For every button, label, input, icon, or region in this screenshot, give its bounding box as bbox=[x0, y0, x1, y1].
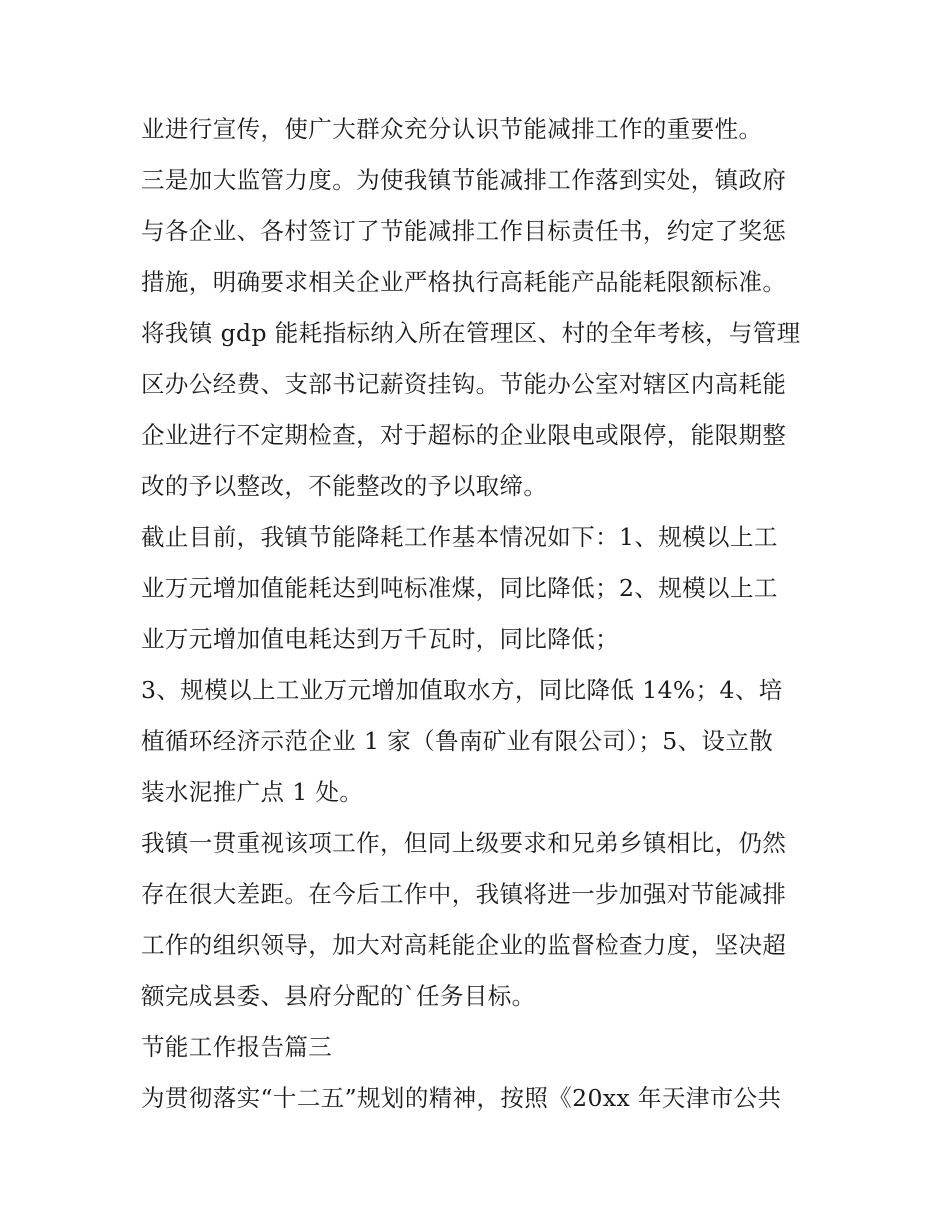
text-line: 3、规模以上工业万元增加值取水方，同比降低 14%；4、培 bbox=[141, 676, 783, 704]
text-line: 与各企业、各村签订了节能减排工作目标责任书，约定了奖惩 bbox=[141, 217, 787, 245]
section-heading: 节能工作报告篇三 bbox=[141, 1033, 333, 1061]
text-line: 三是加大监管力度。为使我镇节能减排工作落到实处，镇政府 bbox=[141, 166, 787, 194]
text-line: 区办公经费、支部书记薪资挂钩。节能办公室对辖区内高耗能 bbox=[141, 370, 787, 398]
text-line: 我镇一贯重视该项工作，但同上级要求和兄弟乡镇相比，仍然 bbox=[141, 829, 787, 857]
text-line: 为贯彻落实“十二五”规划的精神，按照《20xx 年天津市公共 bbox=[141, 1084, 782, 1112]
text-line: 工作的组织领导，加大对高耗能企业的监督检查力度，坚决超 bbox=[141, 931, 787, 959]
text-line: 存在很大差距。在今后工作中，我镇将进一步加强对节能减排 bbox=[141, 880, 787, 908]
text-line: 将我镇 gdp 能耗指标纳入所在管理区、村的全年考核，与管理 bbox=[141, 319, 801, 347]
text-line: 措施，明确要求相关企业严格执行高耗能产品能耗限额标准。 bbox=[141, 268, 787, 296]
text-line: 业万元增加值电耗达到万千瓦时，同比降低； bbox=[141, 625, 619, 653]
text-line: 额完成县委、县府分配的`任务目标。 bbox=[141, 982, 536, 1010]
text-line: 业万元增加值能耗达到吨标准煤，同比降低；2、规模以上工 bbox=[141, 574, 778, 602]
text-line: 改的予以整改，不能整改的予以取缔。 bbox=[141, 472, 548, 500]
text-line: 植循环经济示范企业 1 家（鲁南矿业有限公司）；5、设立散 bbox=[141, 727, 774, 755]
text-line: 业进行宣传，使广大群众充分认识节能减排工作的重要性。 bbox=[141, 115, 763, 143]
text-line: 截止目前，我镇节能降耗工作基本情况如下：1、规模以上工 bbox=[141, 523, 778, 551]
text-line: 装水泥推广点 1 处。 bbox=[141, 778, 364, 806]
text-line: 企业进行不定期检查，对于超标的企业限电或限停，能限期整 bbox=[141, 421, 787, 449]
